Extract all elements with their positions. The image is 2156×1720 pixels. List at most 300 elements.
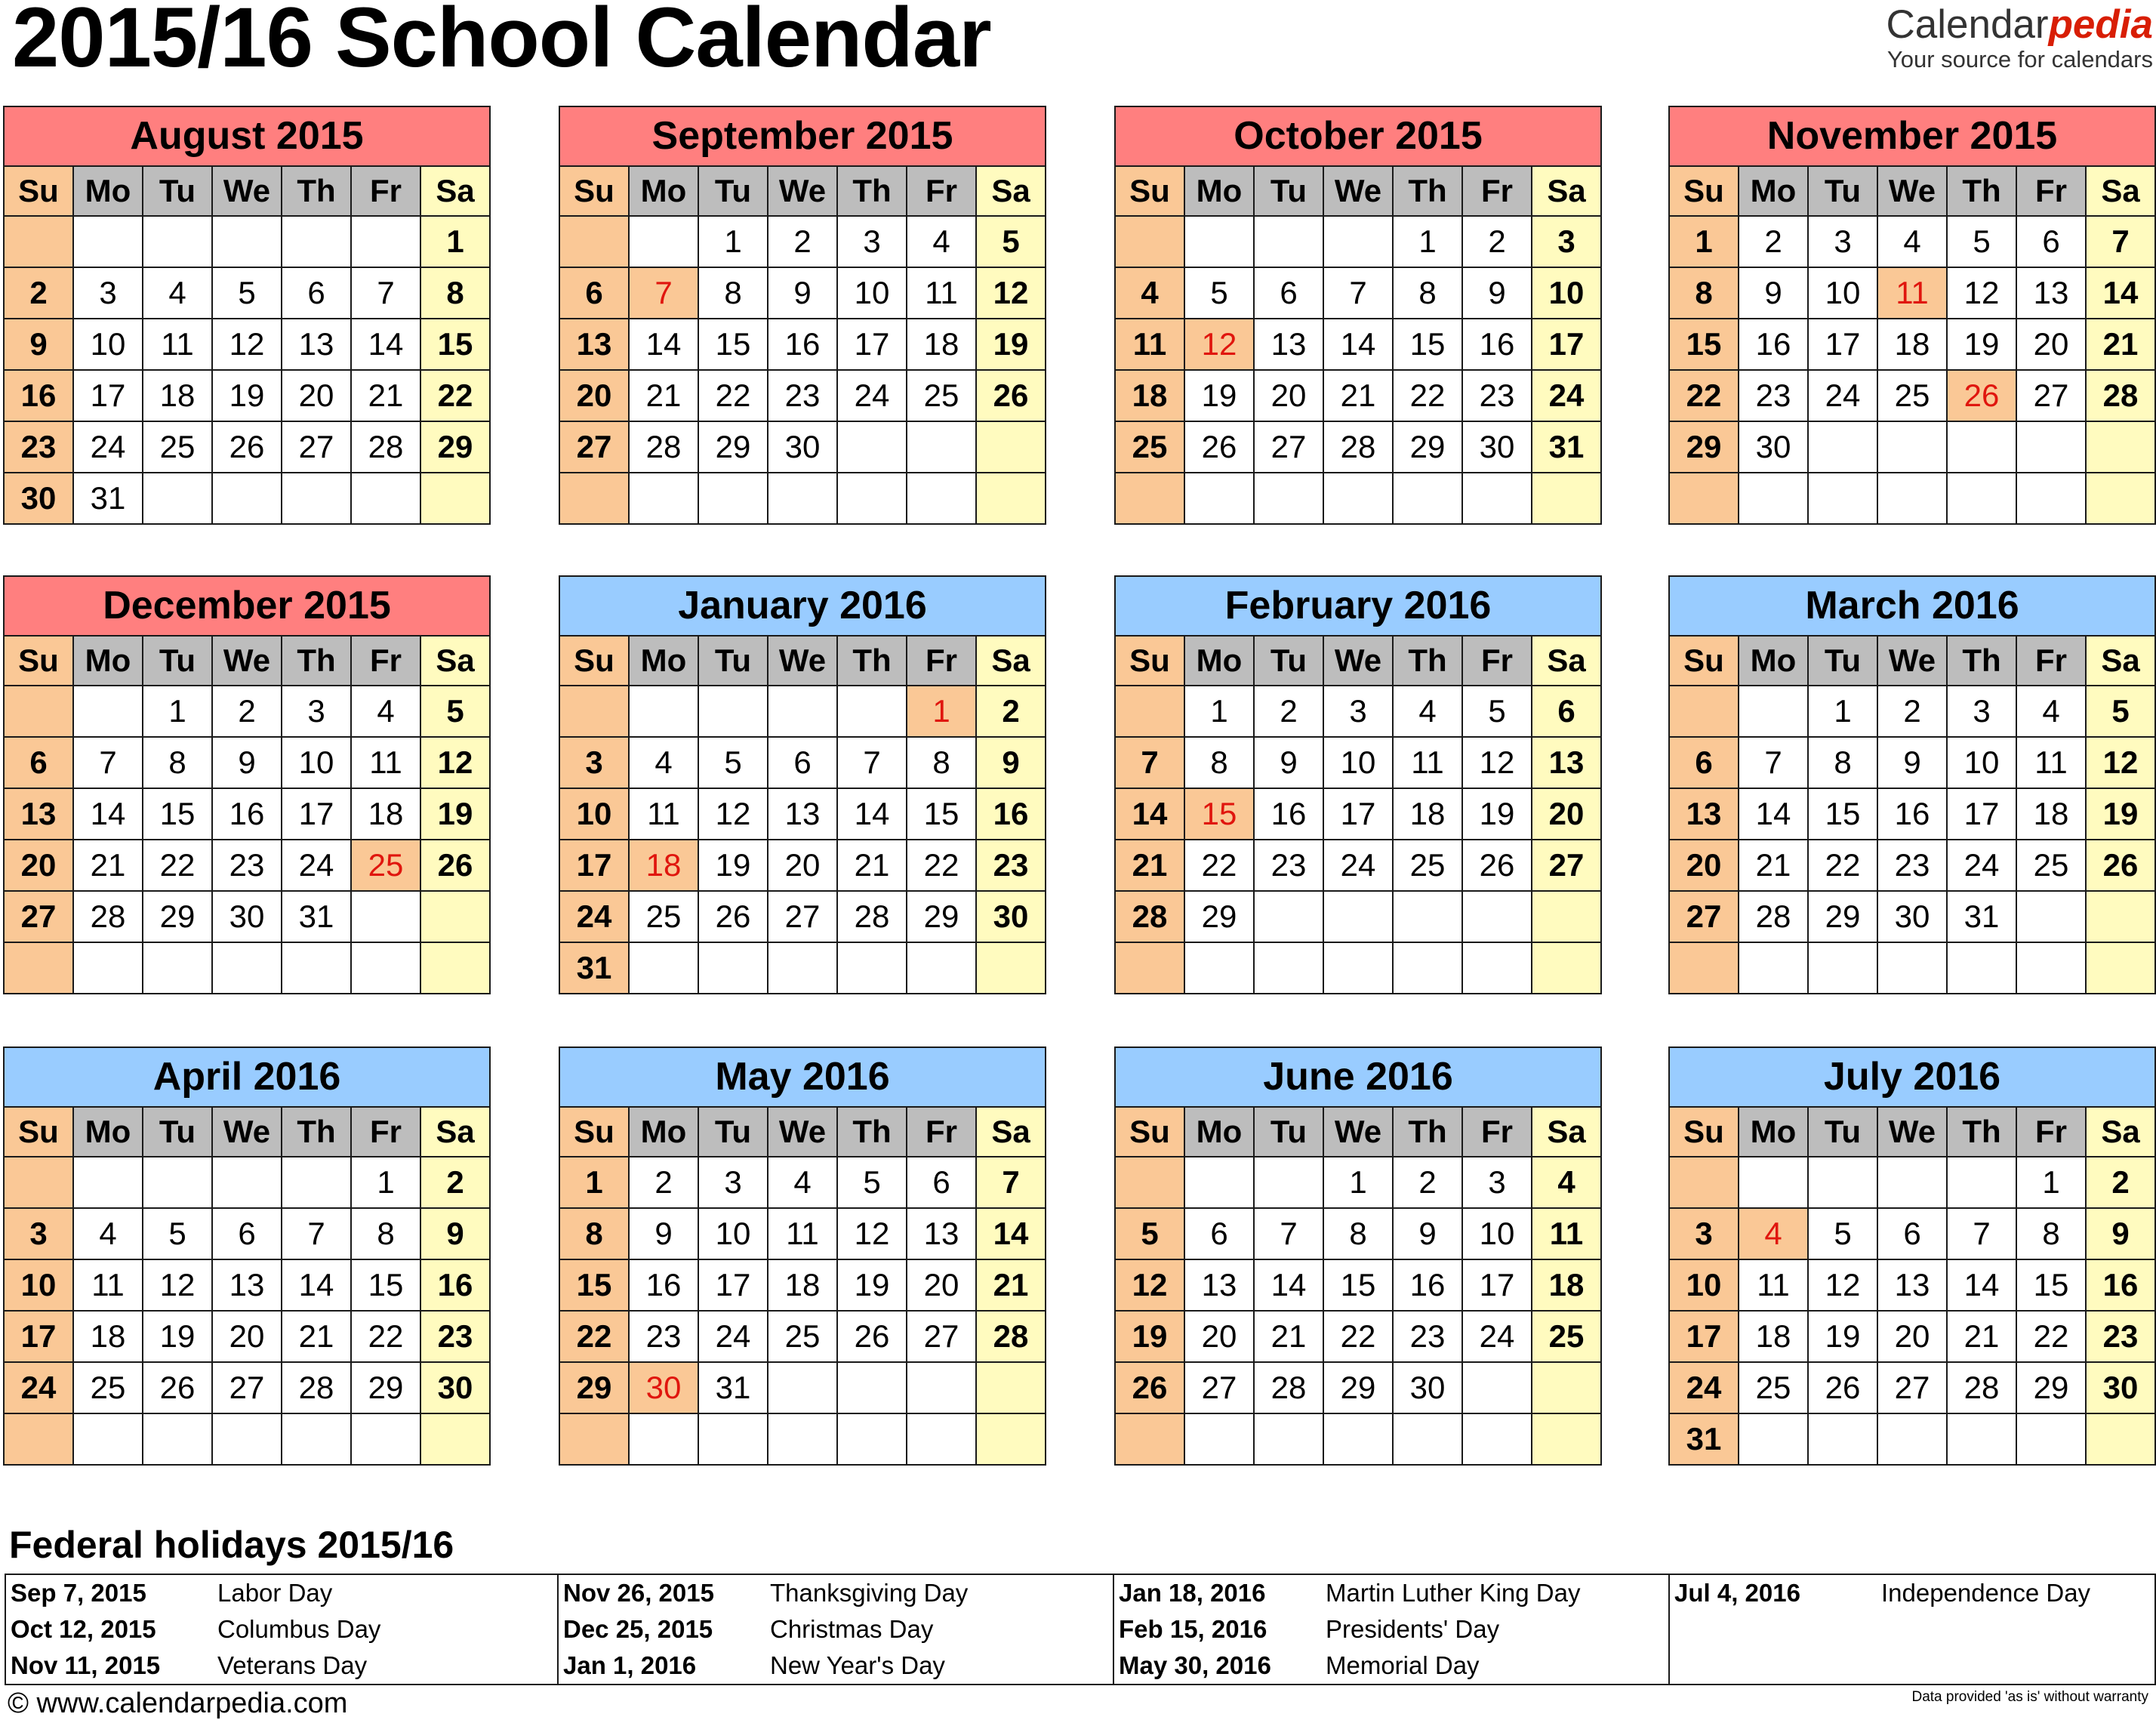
empty-day-cell bbox=[282, 1157, 351, 1208]
weekday-header: Tu bbox=[1808, 166, 1877, 216]
empty-day-cell bbox=[1254, 942, 1323, 994]
week-row bbox=[4, 1413, 490, 1465]
day-cell: 6 bbox=[2016, 216, 2086, 267]
week-row bbox=[559, 216, 1046, 267]
empty-day-cell bbox=[2086, 1413, 2155, 1465]
weekday-header: Fr bbox=[1462, 166, 1532, 216]
weekday-header: Sa bbox=[976, 636, 1046, 686]
holiday-entry bbox=[559, 1575, 1113, 1611]
day-cell: 7 bbox=[1115, 737, 1184, 788]
day-cell: 13 bbox=[282, 319, 351, 370]
day-cell: 17 bbox=[837, 319, 907, 370]
day-cell: 14 bbox=[2086, 267, 2155, 319]
day-cell: 30 bbox=[976, 891, 1046, 942]
week-row bbox=[4, 737, 490, 788]
day-cell: 25 bbox=[768, 1311, 837, 1362]
day-cell: 18 bbox=[351, 788, 420, 840]
empty-day-cell bbox=[143, 1413, 212, 1465]
weekday-header: Tu bbox=[143, 1107, 212, 1157]
weekday-header: Sa bbox=[976, 166, 1046, 216]
holidays-table bbox=[5, 1574, 2156, 1685]
day-cell: 9 bbox=[1739, 267, 1808, 319]
empty-day-cell bbox=[351, 473, 420, 524]
day-cell: 21 bbox=[1254, 1311, 1323, 1362]
day-cell: 3 bbox=[1462, 1157, 1532, 1208]
day-cell: 12 bbox=[976, 267, 1046, 319]
day-cell: 19 bbox=[212, 370, 282, 421]
day-cell: 6 bbox=[559, 267, 629, 319]
day-cell: 8 bbox=[1808, 737, 1877, 788]
empty-day-cell bbox=[73, 686, 143, 737]
day-cell: 11 bbox=[907, 267, 976, 319]
day-cell: 9 bbox=[1462, 267, 1532, 319]
day-cell: 29 bbox=[1393, 421, 1462, 473]
day-cell: 27 bbox=[768, 891, 837, 942]
day-cell: 2 bbox=[1254, 686, 1323, 737]
week-row bbox=[1669, 319, 2155, 370]
day-cell: 13 bbox=[1254, 319, 1323, 370]
empty-day-cell bbox=[1184, 216, 1254, 267]
weekday-header: Fr bbox=[351, 636, 420, 686]
day-cell: 15 bbox=[1669, 319, 1739, 370]
day-cell: 18 bbox=[73, 1311, 143, 1362]
week-row bbox=[1669, 686, 2155, 737]
day-cell: 30 bbox=[1462, 421, 1532, 473]
weekday-header: We bbox=[768, 166, 837, 216]
month-title: January 2016 bbox=[559, 576, 1046, 636]
empty-day-cell bbox=[2086, 473, 2155, 524]
weekday-header: Tu bbox=[143, 636, 212, 686]
day-cell: 22 bbox=[2016, 1311, 2086, 1362]
weekday-header: Mo bbox=[1739, 636, 1808, 686]
holidays-column bbox=[1670, 1575, 2154, 1684]
holiday-date: Dec 25, 2015 bbox=[563, 1615, 713, 1643]
empty-day-cell bbox=[351, 891, 420, 942]
day-cell: 12 bbox=[143, 1259, 212, 1311]
day-cell: 9 bbox=[629, 1208, 698, 1259]
empty-day-cell bbox=[143, 216, 212, 267]
day-cell: 12 bbox=[698, 788, 768, 840]
month-title: July 2016 bbox=[1669, 1047, 2155, 1107]
empty-day-cell bbox=[351, 216, 420, 267]
day-cell: 3 bbox=[559, 737, 629, 788]
empty-day-cell bbox=[837, 686, 907, 737]
empty-day-cell bbox=[1115, 473, 1184, 524]
day-cell: 20 bbox=[4, 840, 73, 891]
day-cell: 2 bbox=[629, 1157, 698, 1208]
day-cell: 27 bbox=[907, 1311, 976, 1362]
month-calendar bbox=[1114, 575, 1602, 994]
month-title: December 2015 bbox=[4, 576, 490, 636]
day-cell: 19 bbox=[1808, 1311, 1877, 1362]
day-cell: 16 bbox=[1254, 788, 1323, 840]
day-cell: 29 bbox=[698, 421, 768, 473]
day-cell: 26 bbox=[1184, 421, 1254, 473]
day-cell: 8 bbox=[143, 737, 212, 788]
week-row bbox=[1669, 1208, 2155, 1259]
day-cell: 22 bbox=[559, 1311, 629, 1362]
day-cell: 25 bbox=[2016, 840, 2086, 891]
weekday-header: Mo bbox=[73, 166, 143, 216]
week-row bbox=[4, 421, 490, 473]
day-cell: 30 bbox=[4, 473, 73, 524]
day-cell: 20 bbox=[1669, 840, 1739, 891]
day-cell: 28 bbox=[1947, 1362, 2016, 1413]
day-cell: 21 bbox=[1323, 370, 1393, 421]
month-title: August 2015 bbox=[4, 106, 490, 166]
day-cell: 22 bbox=[1669, 370, 1739, 421]
day-cell: 25 bbox=[907, 370, 976, 421]
day-cell: 22 bbox=[1184, 840, 1254, 891]
empty-day-cell bbox=[698, 1413, 768, 1465]
day-cell: 29 bbox=[1184, 891, 1254, 942]
day-cell: 6 bbox=[282, 267, 351, 319]
day-cell: 30 bbox=[1393, 1362, 1462, 1413]
day-cell: 23 bbox=[976, 840, 1046, 891]
day-cell: 29 bbox=[1808, 891, 1877, 942]
week-row bbox=[4, 942, 490, 994]
weekday-header: Su bbox=[1669, 1107, 1739, 1157]
day-cell: 10 bbox=[1532, 267, 1601, 319]
day-cell: 21 bbox=[976, 1259, 1046, 1311]
day-cell: 13 bbox=[768, 788, 837, 840]
holiday-name: Veterans Day bbox=[217, 1651, 368, 1679]
empty-day-cell bbox=[1877, 421, 1947, 473]
day-cell: 27 bbox=[4, 891, 73, 942]
day-cell: 10 bbox=[73, 319, 143, 370]
day-cell: 30 bbox=[420, 1362, 490, 1413]
empty-day-cell bbox=[1115, 1157, 1184, 1208]
day-cell: 20 bbox=[907, 1259, 976, 1311]
day-cell: 17 bbox=[698, 1259, 768, 1311]
day-cell: 21 bbox=[282, 1311, 351, 1362]
month-title: May 2016 bbox=[559, 1047, 1046, 1107]
week-row bbox=[1669, 788, 2155, 840]
day-cell: 28 bbox=[1115, 891, 1184, 942]
day-cell: 31 bbox=[73, 473, 143, 524]
weekday-header: Sa bbox=[2086, 636, 2155, 686]
day-cell: 24 bbox=[559, 891, 629, 942]
holiday-day-cell: 7 bbox=[629, 267, 698, 319]
weekday-header: Mo bbox=[1739, 1107, 1808, 1157]
day-cell: 24 bbox=[73, 421, 143, 473]
day-cell: 24 bbox=[282, 840, 351, 891]
day-cell: 19 bbox=[837, 1259, 907, 1311]
day-cell: 3 bbox=[1947, 686, 2016, 737]
day-cell: 15 bbox=[1323, 1259, 1393, 1311]
day-cell: 2 bbox=[1739, 216, 1808, 267]
month-calendar bbox=[3, 1046, 491, 1466]
empty-day-cell bbox=[2086, 891, 2155, 942]
day-cell: 27 bbox=[559, 421, 629, 473]
empty-day-cell bbox=[698, 473, 768, 524]
weekday-header: Sa bbox=[1532, 636, 1601, 686]
holiday-name: Thanksgiving Day bbox=[770, 1579, 969, 1607]
month-title: November 2015 bbox=[1669, 106, 2155, 166]
weekday-header: Sa bbox=[420, 636, 490, 686]
empty-day-cell bbox=[907, 942, 976, 994]
day-cell: 6 bbox=[212, 1208, 282, 1259]
week-row bbox=[1115, 267, 1601, 319]
week-row bbox=[1669, 1413, 2155, 1465]
day-cell: 10 bbox=[4, 1259, 73, 1311]
day-cell: 2 bbox=[976, 686, 1046, 737]
empty-day-cell bbox=[559, 686, 629, 737]
day-cell: 26 bbox=[976, 370, 1046, 421]
holiday-date: Jul 4, 2016 bbox=[1674, 1579, 1800, 1607]
empty-day-cell bbox=[143, 1157, 212, 1208]
week-row bbox=[1115, 216, 1601, 267]
weekday-header: We bbox=[212, 166, 282, 216]
empty-day-cell bbox=[559, 216, 629, 267]
empty-day-cell bbox=[73, 1157, 143, 1208]
empty-day-cell bbox=[768, 1413, 837, 1465]
weekday-header: Fr bbox=[351, 1107, 420, 1157]
day-cell: 1 bbox=[1393, 216, 1462, 267]
week-row bbox=[4, 1362, 490, 1413]
empty-day-cell bbox=[629, 216, 698, 267]
empty-day-cell bbox=[907, 1362, 976, 1413]
day-cell: 31 bbox=[282, 891, 351, 942]
day-cell: 25 bbox=[1115, 421, 1184, 473]
empty-day-cell bbox=[1462, 1362, 1532, 1413]
day-cell: 11 bbox=[351, 737, 420, 788]
holidays-column bbox=[1114, 1575, 1670, 1684]
day-cell: 8 bbox=[1184, 737, 1254, 788]
day-cell: 20 bbox=[1254, 370, 1323, 421]
day-cell: 4 bbox=[73, 1208, 143, 1259]
empty-day-cell bbox=[907, 421, 976, 473]
empty-day-cell bbox=[837, 421, 907, 473]
day-cell: 15 bbox=[143, 788, 212, 840]
empty-day-cell bbox=[420, 1413, 490, 1465]
empty-day-cell bbox=[2016, 1413, 2086, 1465]
week-row bbox=[1669, 216, 2155, 267]
weekday-header: Th bbox=[282, 636, 351, 686]
holiday-day-cell: 12 bbox=[1184, 319, 1254, 370]
weekday-header: Th bbox=[1393, 1107, 1462, 1157]
day-cell: 17 bbox=[1808, 319, 1877, 370]
empty-day-cell bbox=[698, 686, 768, 737]
week-row bbox=[4, 840, 490, 891]
month-title: April 2016 bbox=[4, 1047, 490, 1107]
weekday-header: We bbox=[1877, 636, 1947, 686]
day-cell: 13 bbox=[212, 1259, 282, 1311]
weekday-header: Fr bbox=[1462, 1107, 1532, 1157]
empty-day-cell bbox=[73, 942, 143, 994]
week-row bbox=[1115, 1311, 1601, 1362]
day-cell: 11 bbox=[1115, 319, 1184, 370]
empty-day-cell bbox=[907, 473, 976, 524]
day-cell: 3 bbox=[4, 1208, 73, 1259]
weekday-header: Mo bbox=[629, 636, 698, 686]
day-cell: 24 bbox=[4, 1362, 73, 1413]
month-calendar bbox=[559, 575, 1046, 994]
day-cell: 6 bbox=[1669, 737, 1739, 788]
weekday-header: Fr bbox=[351, 166, 420, 216]
empty-day-cell bbox=[1739, 942, 1808, 994]
day-cell: 5 bbox=[976, 216, 1046, 267]
day-cell: 7 bbox=[837, 737, 907, 788]
empty-day-cell bbox=[1532, 473, 1601, 524]
weekday-header: Th bbox=[837, 636, 907, 686]
weekday-header: Tu bbox=[1808, 1107, 1877, 1157]
empty-day-cell bbox=[559, 1413, 629, 1465]
day-cell: 29 bbox=[420, 421, 490, 473]
weekday-header: Tu bbox=[698, 636, 768, 686]
holiday-day-cell: 11 bbox=[1877, 267, 1947, 319]
day-cell: 28 bbox=[837, 891, 907, 942]
day-cell: 28 bbox=[2086, 370, 2155, 421]
day-cell: 1 bbox=[698, 216, 768, 267]
holiday-name: Christmas Day bbox=[770, 1615, 934, 1643]
day-cell: 27 bbox=[2016, 370, 2086, 421]
day-cell: 24 bbox=[1532, 370, 1601, 421]
weekday-header: Th bbox=[1947, 166, 2016, 216]
month-calendar bbox=[1668, 575, 2156, 994]
weekday-header: Mo bbox=[73, 636, 143, 686]
day-cell: 18 bbox=[1393, 788, 1462, 840]
empty-day-cell bbox=[1462, 1413, 1532, 1465]
day-cell: 31 bbox=[698, 1362, 768, 1413]
weekday-header: Sa bbox=[1532, 166, 1601, 216]
day-cell: 8 bbox=[351, 1208, 420, 1259]
empty-day-cell bbox=[837, 942, 907, 994]
day-cell: 23 bbox=[1393, 1311, 1462, 1362]
holiday-entry bbox=[6, 1648, 557, 1684]
day-cell: 17 bbox=[1532, 319, 1601, 370]
weekday-header: Su bbox=[559, 1107, 629, 1157]
day-cell: 26 bbox=[2086, 840, 2155, 891]
day-cell: 26 bbox=[143, 1362, 212, 1413]
day-cell: 30 bbox=[212, 891, 282, 942]
month-calendar bbox=[559, 1046, 1046, 1466]
month-calendar bbox=[3, 106, 491, 525]
week-row bbox=[4, 267, 490, 319]
day-cell: 9 bbox=[1877, 737, 1947, 788]
calendarpedia-logo[interactable] bbox=[1886, 3, 2153, 72]
day-cell: 15 bbox=[2016, 1259, 2086, 1311]
day-cell: 26 bbox=[212, 421, 282, 473]
day-cell: 17 bbox=[1462, 1259, 1532, 1311]
day-cell: 18 bbox=[143, 370, 212, 421]
day-cell: 5 bbox=[1462, 686, 1532, 737]
empty-day-cell bbox=[1739, 1413, 1808, 1465]
week-row bbox=[559, 737, 1046, 788]
day-cell: 20 bbox=[559, 370, 629, 421]
week-row bbox=[559, 840, 1046, 891]
day-cell: 23 bbox=[1739, 370, 1808, 421]
day-cell: 15 bbox=[351, 1259, 420, 1311]
empty-day-cell bbox=[1808, 942, 1877, 994]
month-calendar bbox=[1114, 106, 1602, 525]
day-cell: 8 bbox=[2016, 1208, 2086, 1259]
footer-url[interactable]: © www.calendarpedia.com bbox=[8, 1688, 348, 1719]
day-cell: 19 bbox=[698, 840, 768, 891]
empty-day-cell bbox=[2086, 421, 2155, 473]
week-row bbox=[4, 370, 490, 421]
day-cell: 24 bbox=[837, 370, 907, 421]
empty-day-cell bbox=[420, 473, 490, 524]
footer-disclaimer: Data provided 'as is' without warranty bbox=[1911, 1689, 2148, 1705]
week-row bbox=[4, 1208, 490, 1259]
holiday-name: New Year's Day bbox=[770, 1651, 945, 1679]
empty-day-cell bbox=[1947, 1157, 2016, 1208]
day-cell: 4 bbox=[143, 267, 212, 319]
week-row bbox=[1669, 891, 2155, 942]
day-cell: 22 bbox=[351, 1311, 420, 1362]
empty-day-cell bbox=[351, 1413, 420, 1465]
day-cell: 10 bbox=[282, 737, 351, 788]
day-cell: 9 bbox=[4, 319, 73, 370]
holiday-day-cell: 26 bbox=[1947, 370, 2016, 421]
day-cell: 2 bbox=[1877, 686, 1947, 737]
day-cell: 23 bbox=[212, 840, 282, 891]
empty-day-cell bbox=[768, 686, 837, 737]
day-cell: 8 bbox=[559, 1208, 629, 1259]
day-cell: 17 bbox=[1669, 1311, 1739, 1362]
week-row bbox=[4, 216, 490, 267]
weekday-header: Su bbox=[4, 1107, 73, 1157]
holiday-name: Martin Luther King Day bbox=[1326, 1579, 1581, 1607]
empty-day-cell bbox=[282, 216, 351, 267]
day-cell: 6 bbox=[1877, 1208, 1947, 1259]
day-cell: 23 bbox=[1462, 370, 1532, 421]
day-cell: 26 bbox=[1115, 1362, 1184, 1413]
day-cell: 17 bbox=[282, 788, 351, 840]
empty-day-cell bbox=[1323, 473, 1393, 524]
empty-day-cell bbox=[1808, 1157, 1877, 1208]
day-cell: 28 bbox=[1739, 891, 1808, 942]
day-cell: 30 bbox=[1877, 891, 1947, 942]
empty-day-cell bbox=[2086, 942, 2155, 994]
day-cell: 3 bbox=[837, 216, 907, 267]
empty-day-cell bbox=[1877, 1413, 1947, 1465]
week-row bbox=[1115, 1362, 1601, 1413]
day-cell: 14 bbox=[351, 319, 420, 370]
weekday-header: Su bbox=[1115, 166, 1184, 216]
day-cell: 29 bbox=[1323, 1362, 1393, 1413]
day-cell: 16 bbox=[629, 1259, 698, 1311]
day-cell: 18 bbox=[907, 319, 976, 370]
day-cell: 14 bbox=[282, 1259, 351, 1311]
week-row bbox=[559, 1157, 1046, 1208]
holiday-date: Sep 7, 2015 bbox=[11, 1579, 146, 1607]
weekday-header: We bbox=[768, 636, 837, 686]
day-cell: 16 bbox=[1393, 1259, 1462, 1311]
day-cell: 6 bbox=[1184, 1208, 1254, 1259]
weekday-header: We bbox=[212, 636, 282, 686]
day-cell: 4 bbox=[629, 737, 698, 788]
day-cell: 6 bbox=[1532, 686, 1601, 737]
day-cell: 17 bbox=[4, 1311, 73, 1362]
day-cell: 8 bbox=[1669, 267, 1739, 319]
day-cell: 24 bbox=[1323, 840, 1393, 891]
holiday-day-cell: 15 bbox=[1184, 788, 1254, 840]
empty-day-cell bbox=[73, 216, 143, 267]
empty-day-cell bbox=[1323, 942, 1393, 994]
day-cell: 9 bbox=[212, 737, 282, 788]
week-row bbox=[559, 942, 1046, 994]
day-cell: 3 bbox=[1323, 686, 1393, 737]
empty-day-cell bbox=[768, 942, 837, 994]
weekday-header: Mo bbox=[629, 166, 698, 216]
day-cell: 4 bbox=[2016, 686, 2086, 737]
day-cell: 14 bbox=[73, 788, 143, 840]
day-cell: 5 bbox=[420, 686, 490, 737]
empty-day-cell bbox=[2016, 942, 2086, 994]
weekday-header: We bbox=[1877, 1107, 1947, 1157]
